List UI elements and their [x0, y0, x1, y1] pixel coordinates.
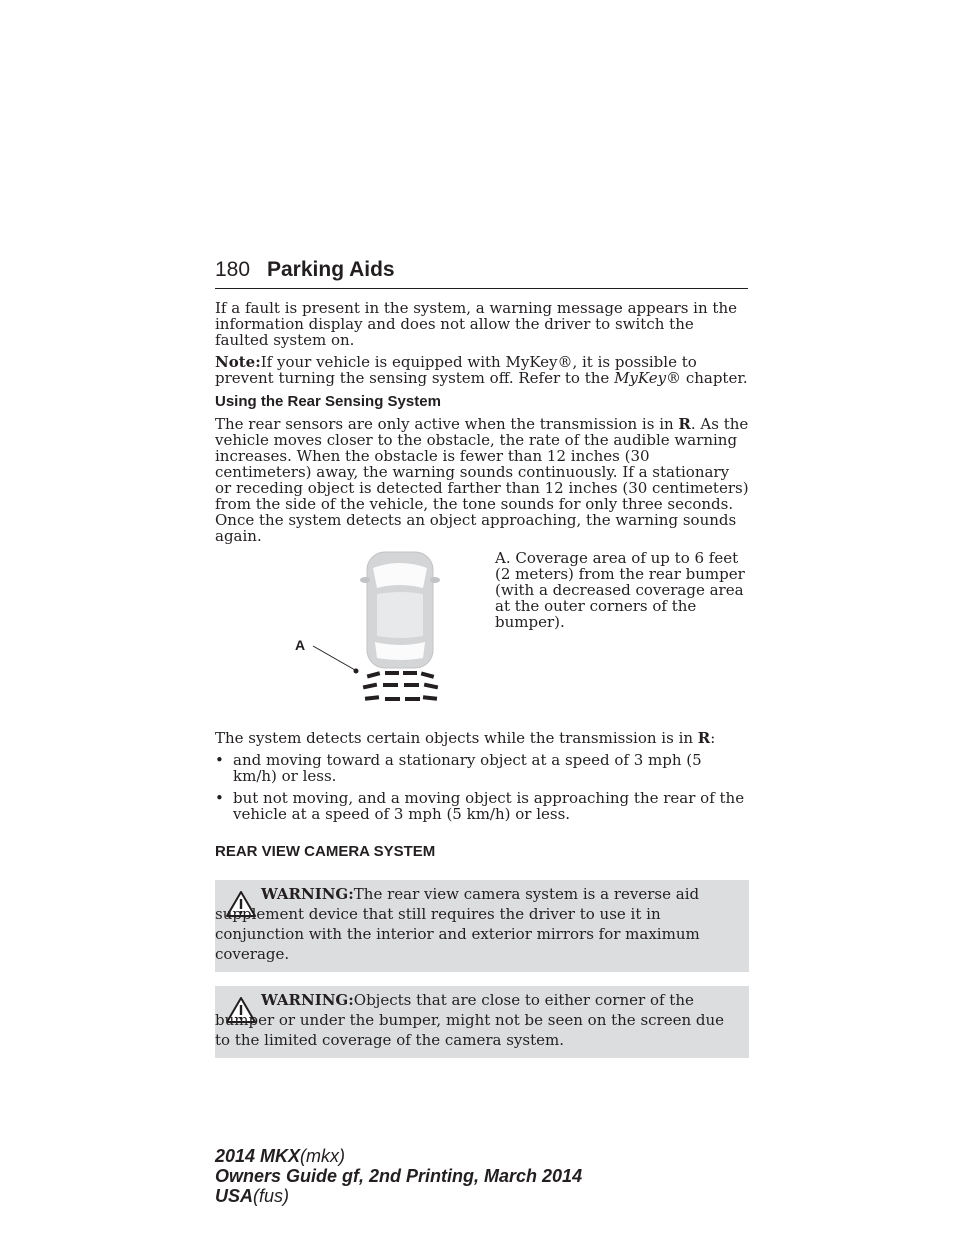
list-item-text: and moving toward a stationary object at a speed of 3 mph (5 km/h) or less.	[233, 751, 702, 785]
page-body	[215, 300, 750, 1072]
warning-text	[215, 990, 749, 1050]
figure-caption: A. Coverage area of up to 6 feet (2 meters) from the rear bumper (with a decreased coverage area at the outer corners of the bumper).	[495, 549, 745, 631]
detects-intro	[215, 730, 750, 746]
warning-rest: supplement device that still requires the driver to use it in conjunction with the interior and exterior mirrors for maximum coverage.	[215, 905, 700, 963]
page-footer	[215, 1146, 582, 1206]
note-text-2: chapter.	[681, 369, 748, 387]
list-item-text: but not moving, and a moving object is approaching the rear of the vehicle at a speed of 3 mph (5 km/h) or less.	[233, 789, 745, 823]
warning-box	[215, 986, 749, 1058]
note-text-1: If your vehicle is equipped with MyKey®, it is possible to prevent turning the sensing system off. Refer to the	[215, 353, 697, 387]
warning-label: WARNING:	[261, 991, 354, 1009]
rear-text-2: . As the vehicle moves closer to the obstacle, the rate of the audible warning increases. When the obstacle is fewer than 12 inches (30 centimeters) away, the warning sounds continuously. If a stationary or receding object is detected farther than 12 inches (30 centimeters) from the side of the vehicle, the tone sounds for only three seconds. Once the system detects an object approaching, the warning sounds again.	[215, 415, 749, 545]
list-item	[215, 752, 750, 784]
warning-line-1: Objects that are close to either corner of the	[353, 991, 694, 1009]
rear-text-1: The rear sensors are only active when the transmission is in	[215, 415, 679, 433]
warning-line-1: The rear view camera system is a reverse aid	[353, 885, 700, 903]
car-coverage-illustration	[295, 550, 455, 718]
fault-paragraph: If a fault is present in the system, a warning message appears in the information display and does not allow the driver to switch the faulted system on.	[215, 299, 737, 349]
footer-market-code: (fus)	[253, 1186, 290, 1206]
warning-label: WARNING:	[261, 885, 354, 903]
rear-sensing-paragraph	[215, 416, 750, 544]
car-top-view-icon	[360, 552, 440, 668]
note-mykey-ref: MyKey®	[614, 369, 682, 387]
footer-model-code: (mkx)	[300, 1146, 346, 1166]
warning-box	[215, 880, 749, 972]
bullet-icon: •	[215, 751, 224, 769]
leader-dot	[354, 669, 359, 674]
sensing-arcs	[363, 671, 439, 701]
footer-model: 2014 MKX	[215, 1146, 301, 1166]
footer-line-3	[215, 1186, 582, 1206]
detects-text-2: :	[710, 729, 716, 747]
page-header	[215, 258, 748, 290]
coverage-figure	[215, 550, 750, 718]
label-a: A	[295, 637, 306, 653]
footer-market: USA	[215, 1186, 254, 1206]
warning-text	[215, 884, 749, 964]
camera-section-heading: REAR VIEW CAMERA SYSTEM	[215, 843, 436, 860]
bullet-icon: •	[215, 789, 224, 807]
leader-line	[313, 646, 355, 670]
chapter-title: Parking Aids	[267, 258, 395, 281]
footer-line-1	[215, 1146, 582, 1166]
footer-line-2: Owners Guide gf, 2nd Printing, March 2014	[215, 1166, 583, 1186]
detects-list	[215, 752, 750, 822]
note-paragraph	[215, 354, 750, 386]
rear-sensing-heading: Using the Rear Sensing System	[215, 393, 441, 410]
warning-rest: bumper or under the bumper, might not be seen on the screen due to the limited coverage of the camera system.	[215, 1011, 725, 1049]
rear-gear-r: R	[678, 415, 691, 433]
detects-gear-r: R	[697, 729, 711, 747]
list-item	[215, 790, 750, 822]
page-number: 180	[215, 258, 251, 281]
header-rule	[215, 288, 748, 289]
detects-text-1: The system detects certain objects while the transmission is in	[215, 729, 698, 747]
note-label: Note:	[215, 353, 261, 371]
